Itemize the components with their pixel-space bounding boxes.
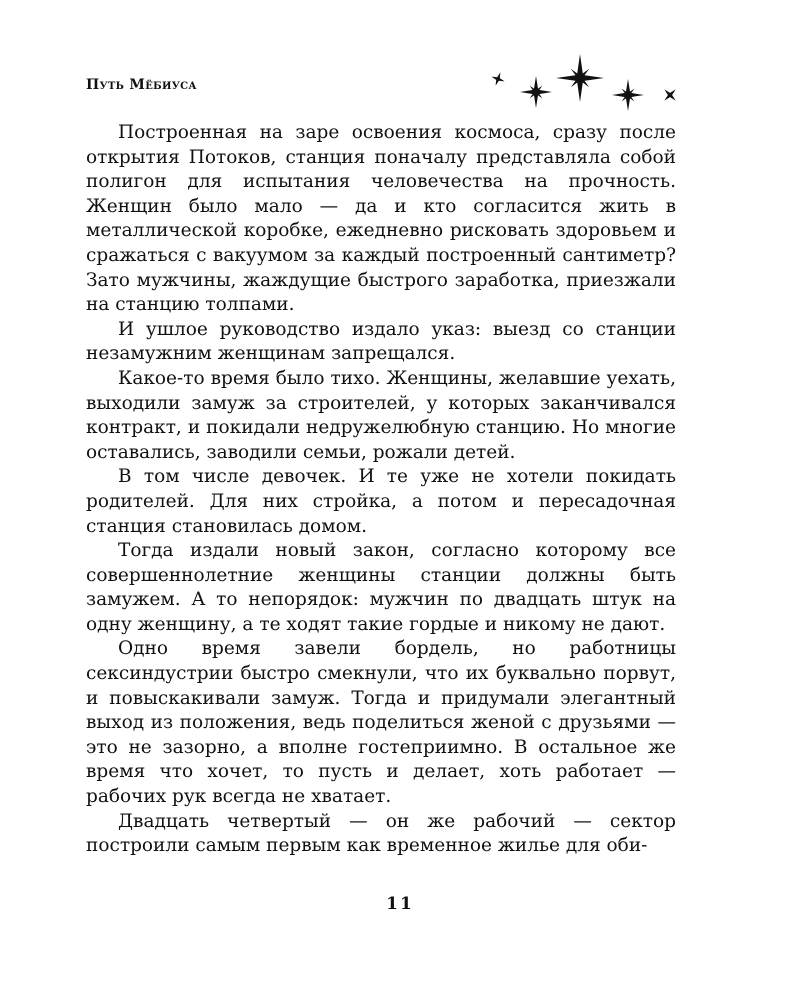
star-icon: [659, 84, 682, 107]
star-icon: [612, 79, 644, 111]
paragraph: Одно время завели бордель, но работницы сексиндустрии быстро смекнули, что их буквально порвут, и повыскакивали замуж. Тогда и придумали элегантный выход из положения, ведь поделиться женой с друзьями — это не зазорно, а вполне гостеприимно. В остальное же время что хочет, то пусть и делает, хоть работает — рабочих рук всегда не хватает.: [86, 638, 676, 808]
paragraph: Построенная на заре освоения космоса, сразу после открытия Потоков, станция поначалу представляла собой полигон для испытания человечества на прочность. Женщин было мало — да и кто согласится жить в металлической коробке, ежедневно рисковать здоровьем и сражаться с вакуумом за каждый построенный сантиметр? Зато мужчины, жаждущие быстрого заработка, приезжали на станцию толпами.: [86, 122, 676, 316]
paragraph: Какое-то время было тихо. Женщины, желавшие уехать, выходили замуж за строителей, у которых заканчивался контракт, и покидали недружелюбную станцию. Но многие оставались, заводили семьи, рожали детей.: [86, 367, 676, 463]
star-icon: [520, 76, 552, 108]
paragraph: В том числе девочек. И те уже не хотели покидать родителей. Для них стройка, а потом и пересадочная станция становилась домом.: [86, 466, 676, 537]
page-number: 11: [386, 894, 414, 914]
paragraph: Двадцать четвертый — он же рабочий — сектор построили самым первым как временное жилье для оби-: [86, 810, 676, 857]
star-icon: [556, 54, 604, 102]
paragraph: Тогда издали новый закон, согласно которому все совершеннолетние женщины станции должны быть замужем. А то непорядок: мужчин по двадцать штук на одну женщину, а те ходят такие гордые и никому не дают.: [86, 540, 676, 635]
sparkle-stars-icon: [486, 50, 686, 120]
body-text: [86, 121, 676, 859]
running-title: Путь Мёбиуса: [86, 77, 197, 93]
star-icon: [489, 70, 507, 88]
paragraph: И ушлое руководство издало указ: выезд со станции незамужним женщинам запрещался.: [86, 318, 676, 365]
